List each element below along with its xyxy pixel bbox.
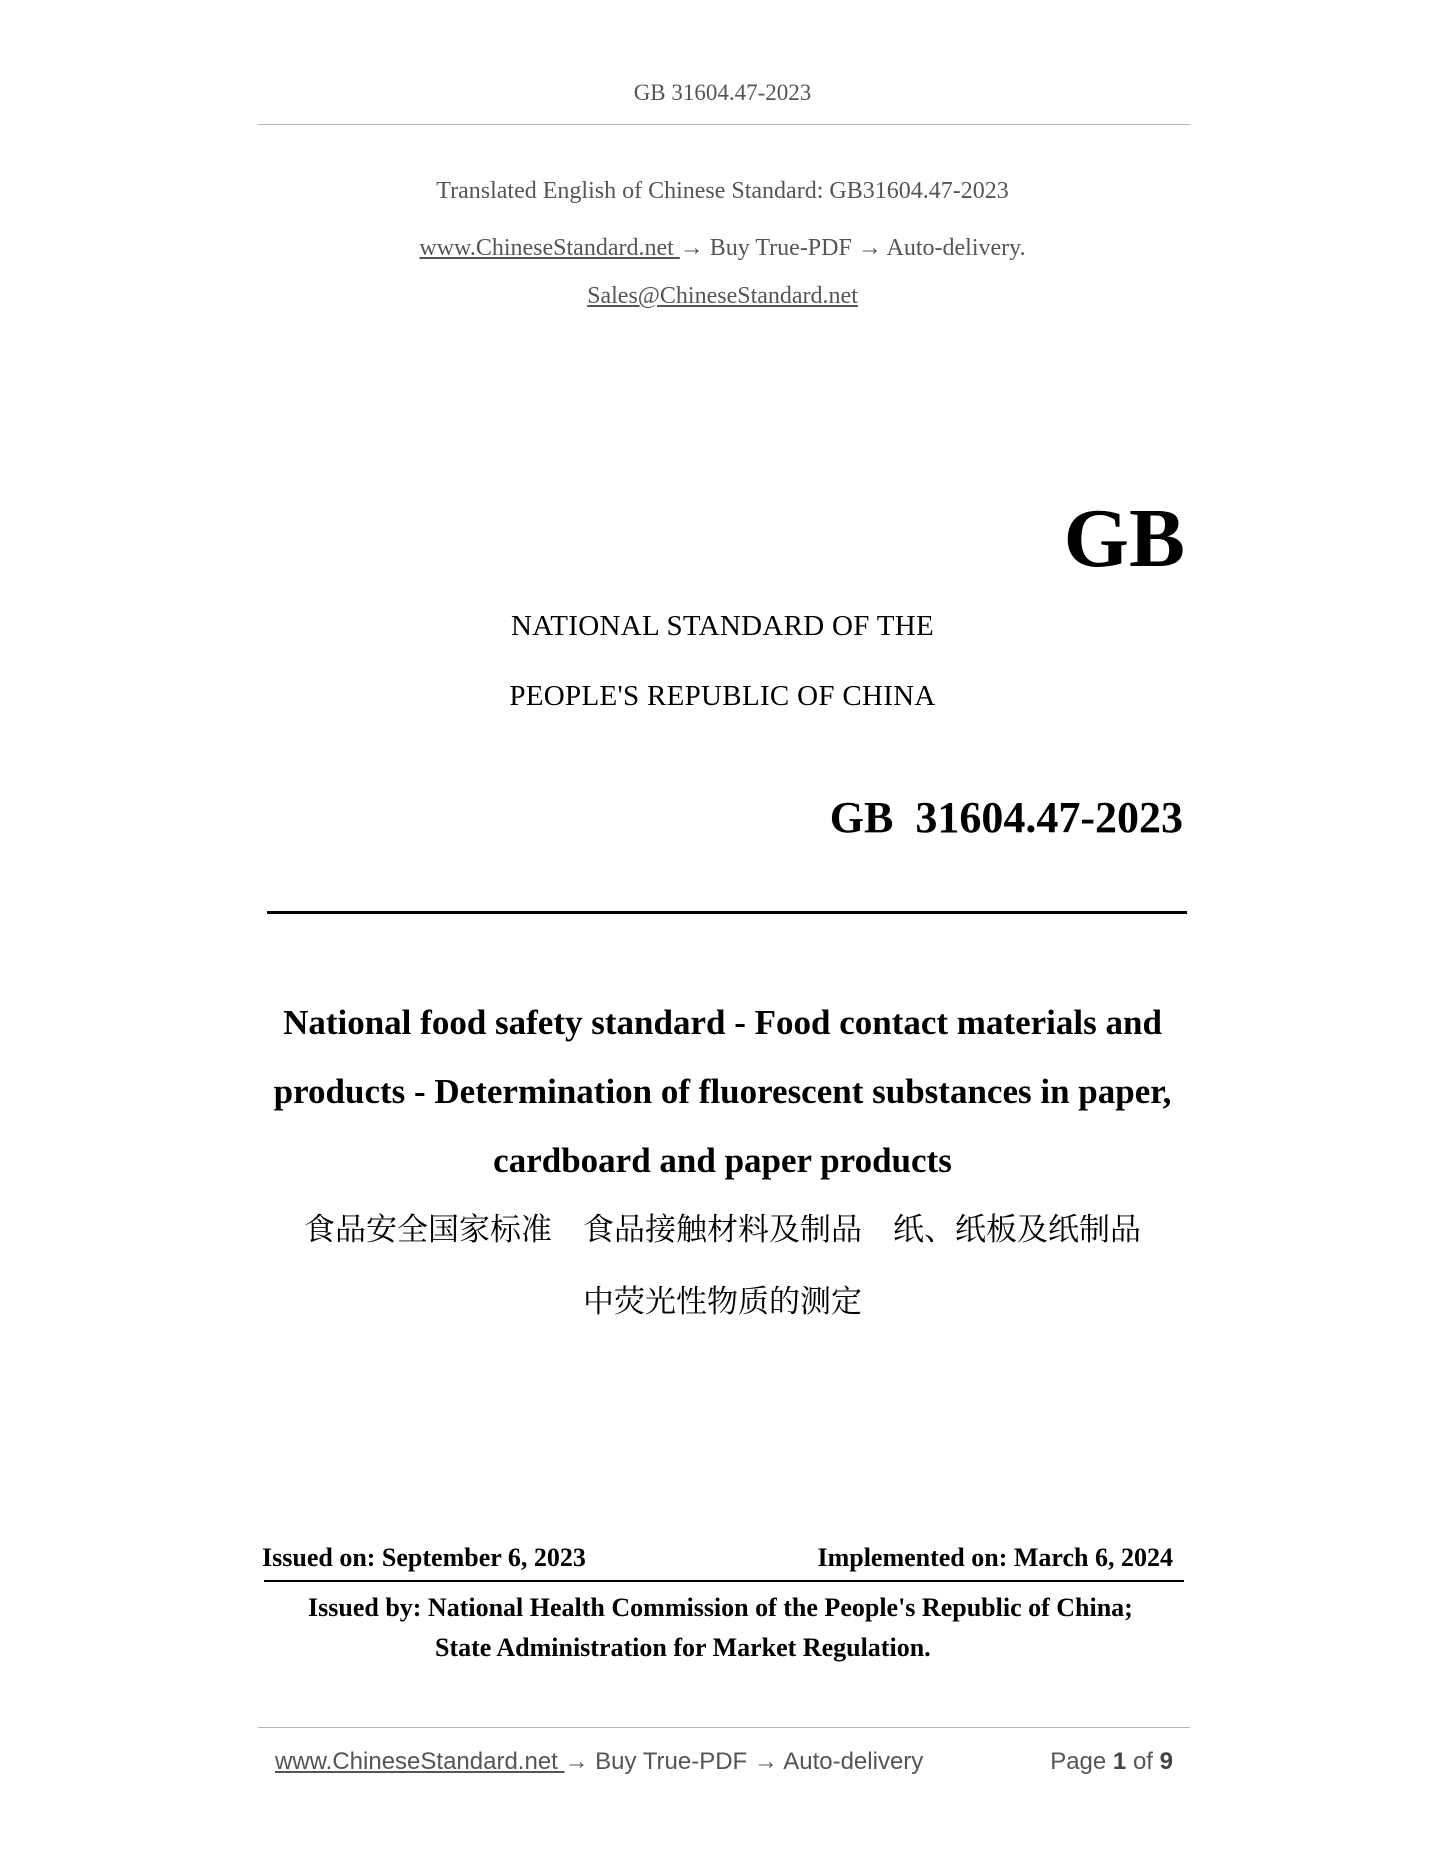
issued-by-line2: State Administration for Market Regulation. xyxy=(435,1633,931,1662)
running-header: GB 31604.47-2023 xyxy=(633,80,812,105)
issued-by-line1: Issued by: National Health Commission of the People's Republic of China; xyxy=(308,1593,1133,1622)
page-current: 1 xyxy=(1112,1748,1127,1775)
title-english-line: National food safety standard - Food contact materials and xyxy=(283,1003,1162,1042)
title-chinese-line2: 中荧光性物质的测定 xyxy=(583,1284,862,1320)
header-divider xyxy=(258,124,1190,125)
title-english-line: cardboard and paper products xyxy=(493,1141,952,1180)
issued-on-date: Issued on: September 6, 2023 xyxy=(262,1543,586,1572)
footer-buy-notice xyxy=(275,1748,923,1776)
sales-notice xyxy=(0,283,1445,310)
gb-logo: GB xyxy=(1063,492,1185,585)
arrow-right-icon: → xyxy=(753,1748,778,1775)
issuer-divider xyxy=(264,1580,1184,1582)
title-divider xyxy=(267,911,1187,914)
arrow-right-icon: → xyxy=(564,1748,589,1775)
delivery-text: Auto-delivery. xyxy=(881,235,1026,261)
page-of: of xyxy=(1126,1748,1160,1775)
buy-notice xyxy=(0,235,1445,262)
page-total: 9 xyxy=(1159,1748,1173,1775)
standard-number: GB 31604.47-2023 xyxy=(829,793,1183,842)
site-link[interactable]: www.ChineseStandard.net xyxy=(419,235,680,261)
title-english xyxy=(240,988,1205,1195)
sales-email-link[interactable]: Sales@ChineseStandard.net xyxy=(587,283,858,309)
buy-text: Buy True-PDF xyxy=(703,235,858,261)
footer-divider xyxy=(258,1727,1190,1728)
title-chinese-line1: 食品安全国家标准 食品接触材料及制品 纸、纸板及纸制品 xyxy=(304,1212,1141,1248)
page-label: Page xyxy=(1050,1748,1113,1775)
arrow-right-icon: → xyxy=(857,235,882,261)
translated-notice: Translated English of Chinese Standard: GB31604.47-2023 xyxy=(436,178,1009,204)
title-english-line: products - Determination of fluorescent substances in paper, xyxy=(273,1072,1172,1111)
national-standard-line1: NATIONAL STANDARD OF THE xyxy=(511,610,934,642)
arrow-right-icon: → xyxy=(679,235,704,261)
footer-buy-text: Buy True-PDF xyxy=(588,1748,754,1775)
implemented-on-date: Implemented on: March 6, 2024 xyxy=(817,1543,1173,1572)
page-indicator xyxy=(1050,1748,1173,1776)
footer-site-link[interactable]: www.ChineseStandard.net xyxy=(275,1748,565,1775)
footer-delivery-text: Auto-delivery xyxy=(777,1748,924,1775)
national-standard-line2: PEOPLE'S REPUBLIC OF CHINA xyxy=(509,680,936,712)
